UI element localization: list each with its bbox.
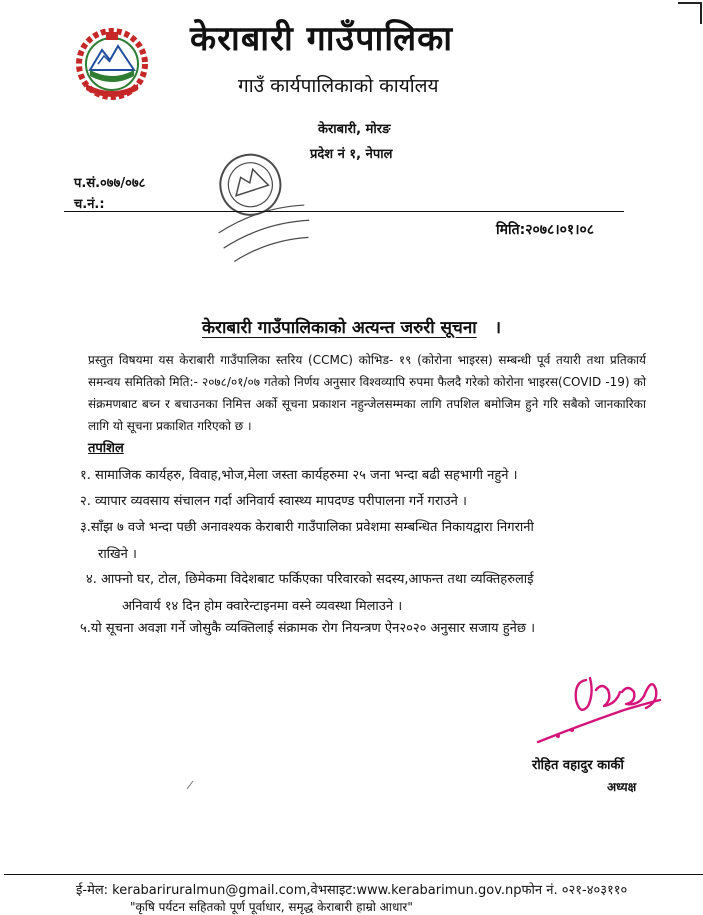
list-item xyxy=(80,615,650,642)
notice-heading xyxy=(0,315,703,338)
list-item xyxy=(80,462,650,489)
handwritten-signature-icon xyxy=(528,656,668,752)
list-item-continuation: अनिवार्य १४ दिन होम क्वारेन्टाइनमा वस्ने व्यवस्था मिलाउने । xyxy=(122,599,403,614)
dispatch-number: च.नं.: xyxy=(74,197,105,212)
page-corner-mark xyxy=(678,2,702,24)
details-label: तपशिल xyxy=(88,441,124,456)
list-item-text: ३.साँझ ७ वजे भन्दा पछी अनावश्यक केराबारी गाउँपालिका प्रवेशमा सम्बन्धित निकायद्वारा निगरानी xyxy=(80,520,534,535)
list-item xyxy=(86,566,656,620)
list-item xyxy=(80,514,650,568)
footer-contact: ई-मेल: kerabariruralmun@gmail.com,वेभसाइट:www.kerabarimun.gov.npफोन नं. ०२१-४०३११० xyxy=(76,883,628,898)
list-item-text: २. व्यापार व्यवसाय संचालन गर्दा अनिवार्य स्वास्थ्य मापदण्ड परीपालना गर्ने गराउने । xyxy=(80,494,467,509)
footer-divider xyxy=(4,874,703,875)
office-subtitle: गाउँ कार्यपालिकाको कार्यालय xyxy=(238,75,439,97)
list-item-continuation: राखिने । xyxy=(98,547,137,562)
address-line-2: प्रदेश नं १, नेपाल xyxy=(310,147,393,162)
reference-number: प.सं.०७७/०७८ xyxy=(74,176,146,191)
footer-motto: "कृषि पर्यटन सहितको पूर्ण पूर्वाधार, समृद्ध केराबारी हाम्रो आधार" xyxy=(130,900,413,914)
stray-mark xyxy=(186,780,194,790)
office-seal-icon xyxy=(180,124,330,274)
signatory-name: रोहित वहादुर कार्की xyxy=(532,758,624,773)
list-item xyxy=(80,488,650,515)
list-item-text: ४. आफ्नो घर, टोल, छिमेकमा विदेशबाट फर्किएका परिवारको सदस्य,आफन्त तथा व्यक्तिहरुलाई xyxy=(86,572,534,587)
header-divider xyxy=(64,211,624,212)
list-item-text: १. सामाजिक कार्यहरु, विवाह,भोज,मेला जस्ता कार्यहरुमा २५ जना भन्दा बढी सहभागी नहुने । xyxy=(80,468,518,483)
notice-heading-end: । xyxy=(494,318,502,338)
nepal-emblem-icon xyxy=(64,26,160,102)
list-item-text: ५.यो सूचना अवज्ञा गर्ने जोसुकै व्यक्तिलाई संक्रामक रोग नियन्त्रण ऐन२०२० अनुसार सजाय हुनेछ । xyxy=(80,621,536,636)
notice-heading-text: केराबारी गाउँपालिकाको अत्यन्त जरुरी सूचना xyxy=(201,318,477,338)
signatory-designation: अध्यक्ष xyxy=(607,780,637,794)
address-line-1: केराबारी, मोरङ xyxy=(318,122,391,137)
page-title: केराबारी गाउँपालिका xyxy=(190,19,454,59)
notice-intro: प्रस्तुत विषयमा यस केराबारी गाउँपालिका स्तरिय (CCMC) कोभिड- १९ (कोरोना भाइरस) सम्बन्धी पूर्व तयारी तथा प्रतिकार्य समन्वय समितिको मिति:- २०७८/०१/०७ गतेको निर्णय अनुसार विश्वव्यापि रुपमा फैलदै गरेको कोरोना भाइरस(COVID -19) को संक्रमणबाट बच्न र बचाउनका निमित्त अर्को सूचना प्रकाशन नहुन्जेलसम्मका लागि तपशिल बमोजिम हुने गरि सबैको जानकारिका लागि यो सूचना प्रकाशित गरिएको छ । xyxy=(88,353,646,433)
notice-date: मिति:२०७८।०१।०८ xyxy=(496,222,595,238)
